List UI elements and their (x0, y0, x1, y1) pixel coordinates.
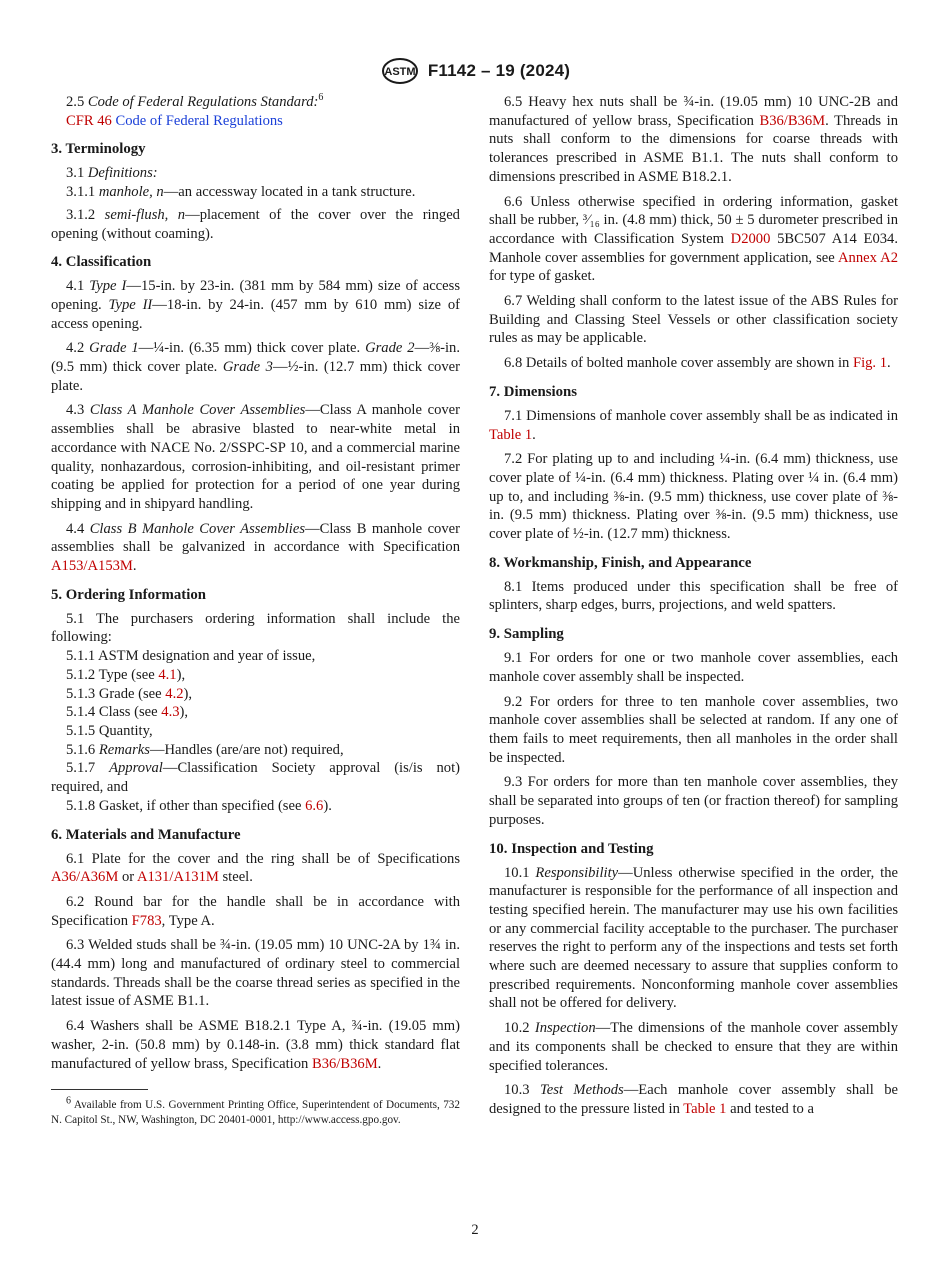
section-3-1-2: 3.1.2 semi-flush, n—placement of the cover over the ringed opening (without coaming). (51, 206, 460, 242)
astm-logo-icon (380, 56, 420, 86)
heading-terminology: 3. Terminology (51, 141, 146, 158)
list-item: 5.1.1 ASTM designation and year of issue, (66, 648, 316, 665)
section-4-1: 4.1 Type I—15-in. by 23-in. (381 mm by 584 mm) size of access opening. Type II—18-in. by 24-in. (457 mm by 610 mm) size of access opening. (51, 278, 460, 332)
cfr-reference (51, 112, 460, 131)
section-9-2: 9.2 For orders for three to ten manhole cover assemblies, two manhole cover assemblies shall be selected at random. If any one of them fails to meet requirements, then all manholes in the order shall be inspected. (489, 693, 898, 766)
f783-link[interactable]: F783 (131, 912, 162, 929)
right-column (489, 93, 898, 1125)
footnote-ref[interactable]: 6 (318, 92, 324, 104)
section-5-1: 5.1 The purchasers ordering information shall include the following: (51, 610, 460, 646)
list-item: 5.1.3 Grade (see 4.2), (66, 685, 193, 702)
section-2-5: 2.5 Code of Federal Regulations Standard:$^6$ (66, 92, 324, 110)
ref-6-6-link[interactable]: 6.6 (305, 797, 324, 814)
section-6-1: 6.1 Plate for the cover and the ring shall be of Specifications A36/A36M or A131/A131M steel. (51, 850, 460, 886)
heading-materials-and-manufacture: 6. Materials and Manufacture (51, 826, 241, 843)
fig-1-link[interactable]: Fig. 1 (852, 355, 888, 372)
cfr-link[interactable]: CFR 46 (66, 112, 112, 129)
section-4-4: 4.4 Class B Manhole Cover Assemblies—Class B manhole cover assemblies shall be galvanized in accordance with Specification A153/A153M. (51, 520, 460, 575)
list-item: 5.1.8 Gasket, if other than specified (see 6.6). (66, 797, 332, 814)
a131-link[interactable]: A131/A131M (136, 869, 219, 886)
footnote: $^6$ Available from U.S. Government Printing Office, Superintendent of Documents, 732 N. Capitol St., NW, Washington, DC 20401-0001, http://www.access.gpo.gov. (51, 1095, 460, 1126)
heading-ordering-information: 5. Ordering Information (51, 586, 206, 603)
section-6-5: 6.5 Heavy hex nuts shall be ¾-in. (19.05 mm) 10 UNC-2B and manufactured of yellow brass, Specification B36/B36M. Threads in nuts shall conform to the dimensions for coarse threads with tolerances prescribed in ASME B1.1. The nuts shall conform to dimensions prescribed in ASME B18.2.1. (489, 94, 898, 185)
left-column (51, 93, 460, 1127)
section-6-7: 6.7 Welding shall conform to the latest issue of the ABS Rules for Building and Classing Steel Vessels or other classification society rules as may be applicable. (489, 293, 898, 347)
b36-link[interactable]: B36/B36M (759, 112, 826, 129)
heading-inspection-and-testing: 10. Inspection and Testing (489, 840, 654, 857)
section-6-3: 6.3 Welded studs shall be ¾-in. (19.05 mm) 10 UNC-2A by 1¾ in. (44.4 mm) long and manufactured of ordinary steel to commercial standards. Threads shall be the coarse thread series as specified in the latest issue of ASME B1.1. (51, 937, 460, 1010)
logo-text: ASTM (384, 66, 416, 78)
a36-link[interactable]: A36/A36M (51, 869, 119, 886)
heading-dimensions: 7. Dimensions (489, 383, 577, 400)
heading-classification: 4. Classification (51, 254, 152, 271)
section-10-3: 10.3 Test Methods—Each manhole cover assembly shall be designed to the pressure listed in Table 1 and tested to a (489, 1082, 899, 1117)
list-item: 5.1.2 Type (see 4.1), (66, 666, 186, 683)
section-7-1: 7.1 Dimensions of manhole cover assembly shall be as indicated in Table 1. (489, 407, 898, 443)
section-6-8: 6.8 Details of bolted manhole cover assembly are shown in Fig. 1. (504, 355, 891, 372)
section-10-1: 10.1 Responsibility—Unless otherwise specified in the order, the manufacturer is responsible for the performance of all inspection and testing specified herein. The manufacturer may use his own facilities or any commercial facility acceptable to the purchaser. The purchaser reserves the right to perform any of the inspections and tests set forth where such are deemed necessary to assure that supplies conform to prescribed requirements. Nonconforming manhole cover assemblies shall not be offered for delivery. (489, 864, 898, 1012)
section-7-2: 7.2 For plating up to and including ¼-in. (6.4 mm) thickness, use cover plate of ¼-in. (6.4 mm) thickness. Plating over ¼ in. (6.4 mm) up to, and including ⅜-in. (9.5 mm) thickness, use cover plate of ⅜-in. (9.5 mm) thickness. Plating over ⅜-in. (9.5 mm) thickness, use cover plate of ½-in. (12.7 mm) thickness. (489, 451, 898, 543)
ref-4-1-link[interactable]: 4.1 (158, 666, 177, 683)
heading-sampling: 9. Sampling (489, 626, 564, 643)
d2000-link[interactable]: D2000 (730, 230, 771, 247)
cfr-title-link[interactable]: Code of Federal Regulations (111, 112, 283, 129)
footnote-divider (51, 1089, 148, 1090)
list-item: 5.1.4 Class (see 4.3), (66, 704, 189, 721)
section-6-4: 6.4 Washers shall be ASME B18.2.1 Type A, ¾-in. (19.05 mm) washer, 2-in. (50.8 mm) by 0.148-in. (3.8 mm) thick standard flat manufactured of yellow brass, Specification B36/B36M. (51, 1018, 460, 1072)
page-number: 2 (471, 1222, 479, 1238)
heading-workmanship: 8. Workmanship, Finish, and Appearance (489, 554, 752, 571)
page-header (0, 56, 950, 86)
section-3-1: 3.1 Definitions: (66, 165, 158, 182)
list-item: 5.1.7 Approval—Classification Society approval (is/is not) required, and (51, 760, 460, 796)
table-1-link[interactable]: Table 1 (489, 426, 533, 443)
section-10-2: 10.2 Inspection—The dimensions of the manhole cover assembly and its components shall be checked to ensure that they are within specified tolerances. (489, 1020, 899, 1074)
ref-4-2-link[interactable]: 4.2 (165, 685, 184, 702)
section-6-6: 6.6 Unless otherwise specified in ordering information, gasket shall be rubber, ³⁄₁₆ in. (4.8 mm) thick, 50 ± 5 durometer prescribed in accordance with Classification System D2000 5BC507 A14 E034. Manhole cover assemblies for government application, see Annex A2 for type of gasket. (489, 193, 899, 285)
section-4-2: 4.2 Grade 1—¼-in. (6.35 mm) thick cover plate. Grade 2—⅜-in. (9.5 mm) thick cover plate. Grade 3—½-in. (12.7 mm) thick cover plate. (51, 340, 460, 394)
annex-a2-link[interactable]: Annex A2 (838, 249, 899, 266)
document-designation: F1142 – 19 (2024) (427, 61, 571, 80)
a153-link[interactable]: A153/A153M (51, 558, 133, 575)
table-1-link[interactable]: Table 1 (683, 1100, 727, 1117)
section-9-1: 9.1 For orders for one or two manhole cover assemblies, each manhole cover assembly shall be inspected. (489, 650, 898, 685)
section-6-2: 6.2 Round bar for the handle shall be in accordance with Specification F783, Type A. (51, 893, 460, 929)
section-8-1: 8.1 Items produced under this specification shall be free of splinters, sharp edges, burrs, projections, and weld spatters. (489, 578, 898, 614)
section-9-3: 9.3 For orders for more than ten manhole cover assemblies, they shall be separated into groups of ten (or fraction thereof) for sampling purposes. (489, 774, 898, 828)
b36-link[interactable]: B36/B36M (311, 1055, 378, 1072)
list-item: 5.1.5 Quantity, (66, 722, 153, 739)
ref-4-3-link[interactable]: 4.3 (161, 704, 180, 721)
section-3-1-1: 3.1.1 manhole, n—an accessway located in a tank structure. (66, 184, 416, 201)
list-item: 5.1.6 Remarks—Handles (are/are not) required, (66, 741, 344, 758)
section-4-3: 4.3 Class A Manhole Cover Assemblies—Class A manhole cover assemblies shall be abrasive blasted to near-white metal in accordance with NACE No. 2/SSPC-SP 10, and a commercial marine quality, nonhazardous, corrosion-inhibiting, and oil-resistant primer coating be applied for protection for a period of one year during shipping and in shipyard handling. (51, 402, 460, 512)
